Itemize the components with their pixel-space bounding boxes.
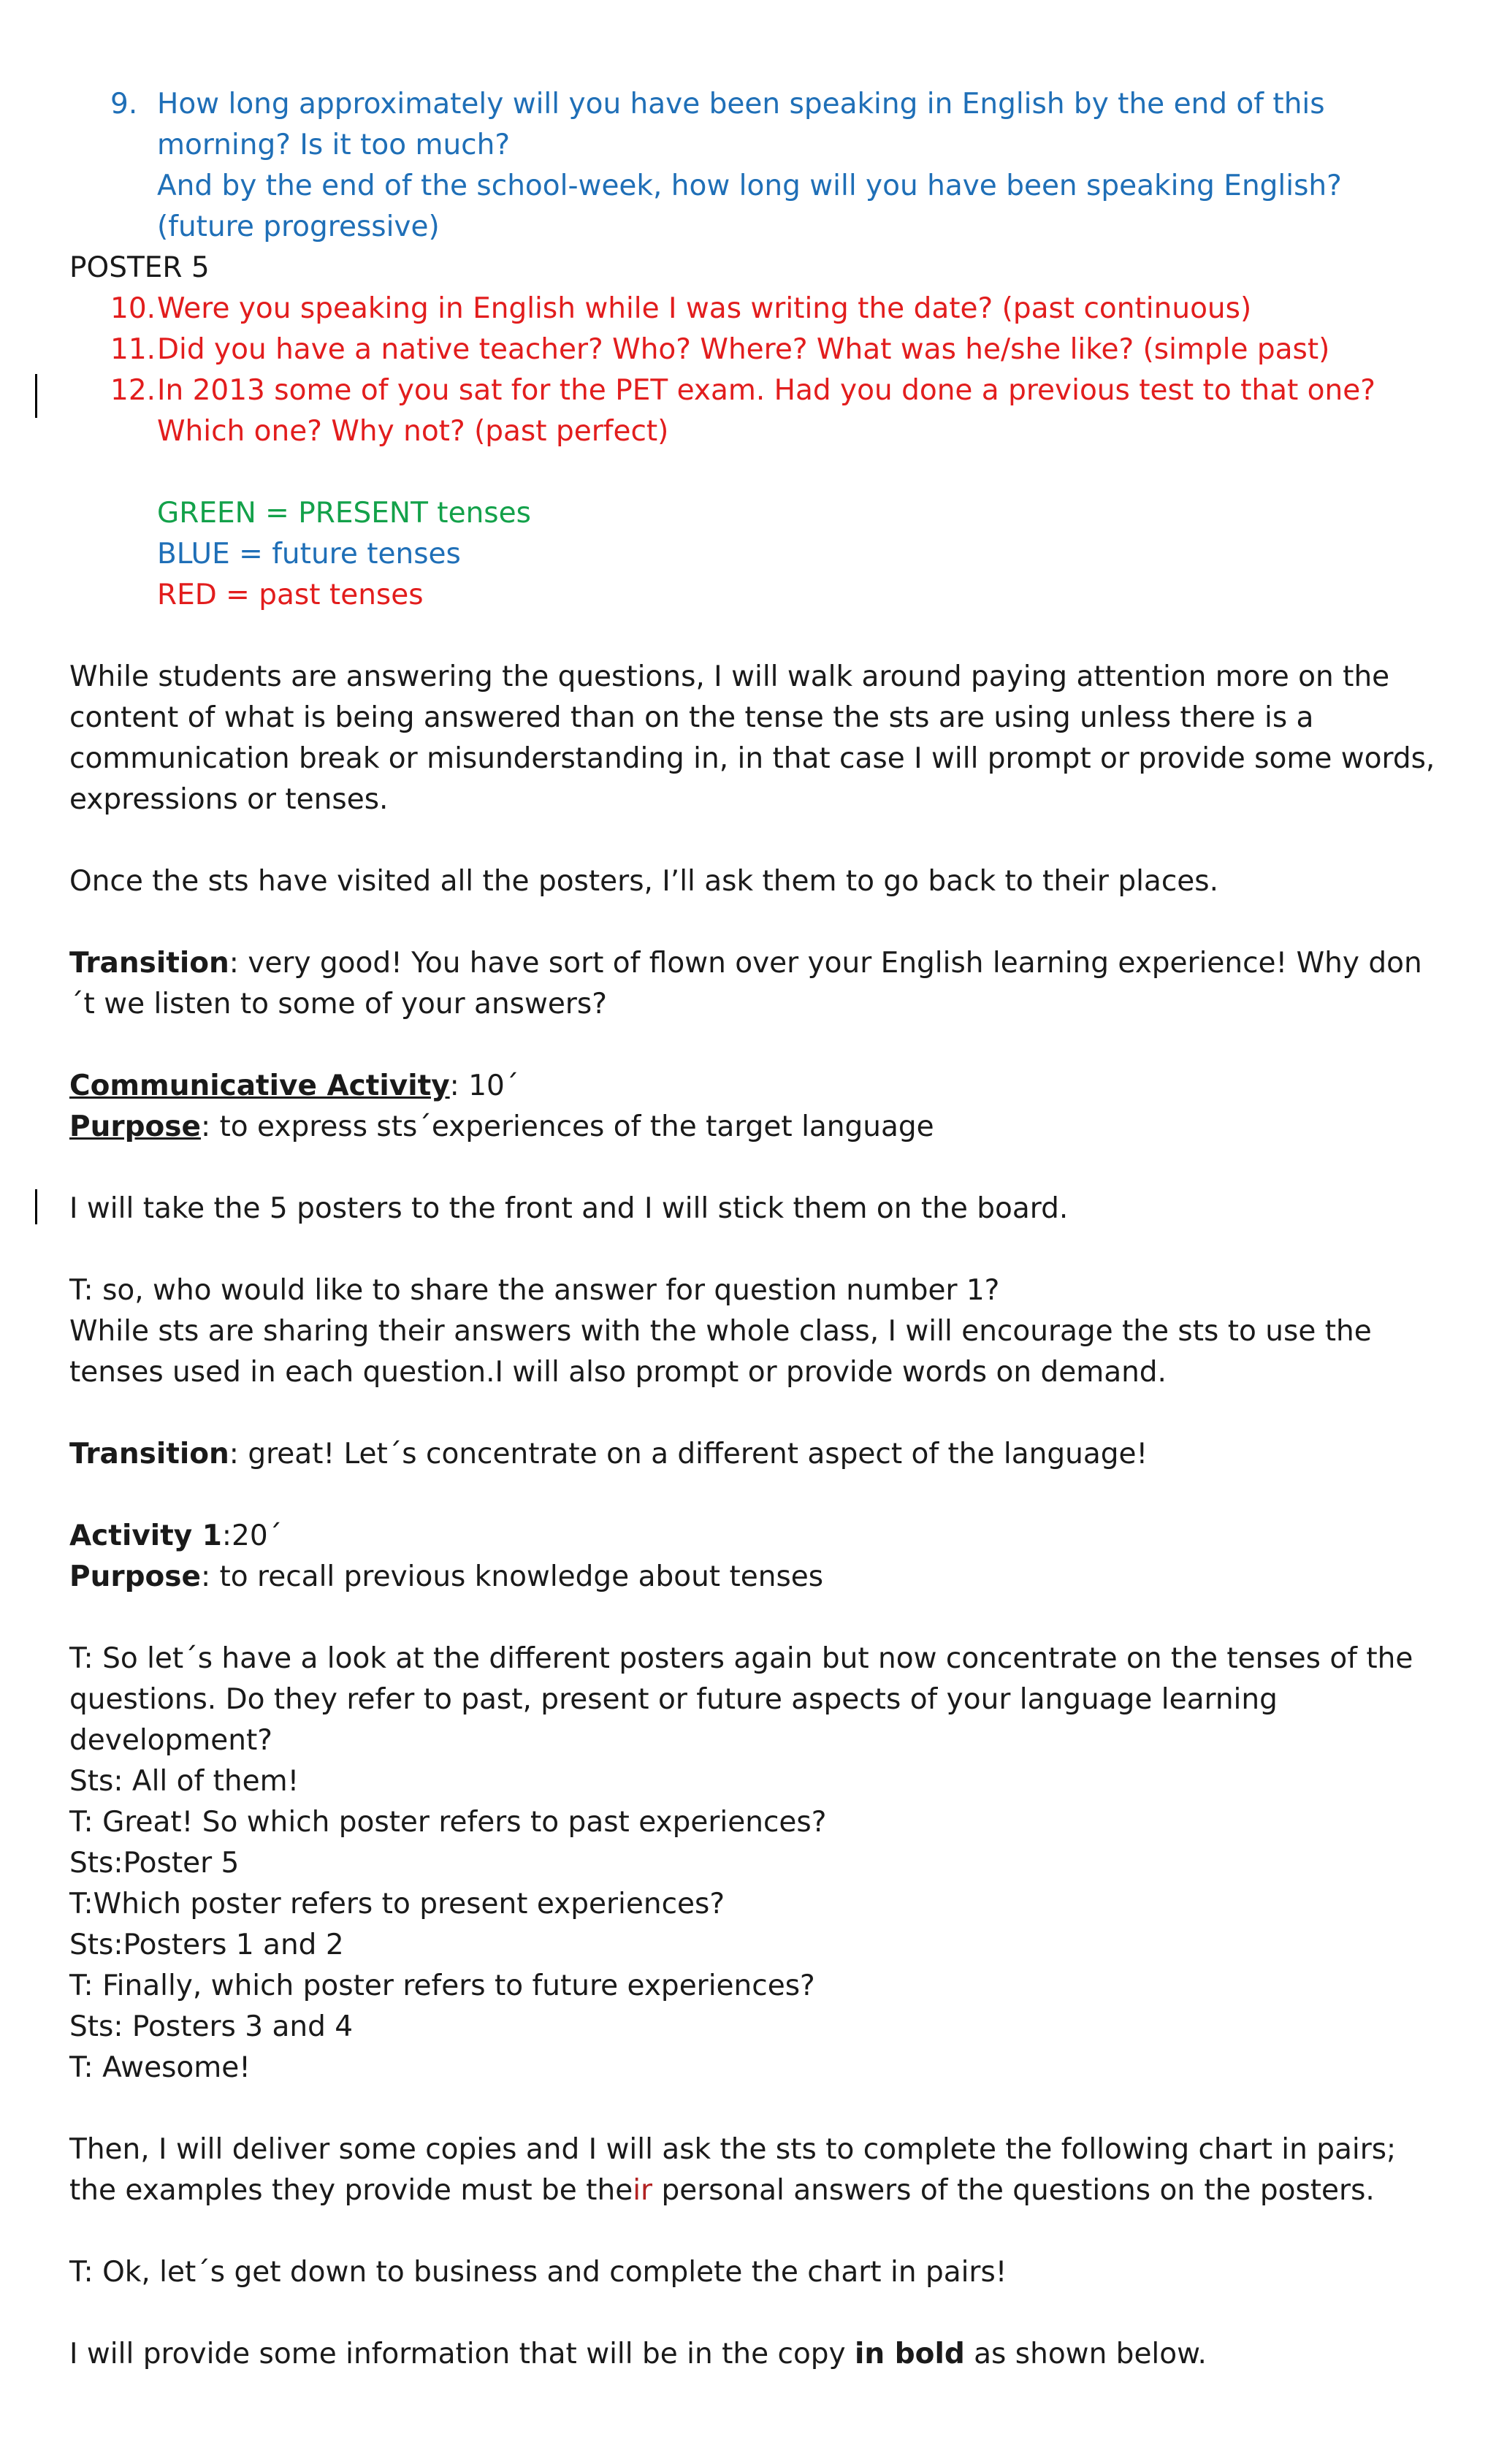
activity-label: Activity 1 bbox=[69, 1519, 222, 1552]
document-page bbox=[69, 84, 1435, 2375]
question-9 bbox=[69, 84, 1435, 248]
purpose-label: Purpose bbox=[69, 1560, 201, 1593]
dialog-line: Sts: Posters 3 and 4 bbox=[69, 2010, 354, 2043]
question-text: How long approximately will you have been speaking in English by the end of this morning? Is it too much? bbox=[157, 88, 1325, 161]
question-number: 9. bbox=[110, 88, 138, 121]
transition-1 bbox=[69, 943, 1435, 1025]
purpose-text: : to recall previous knowledge about tenses bbox=[200, 1560, 824, 1593]
question-11 bbox=[69, 329, 1435, 370]
dialog bbox=[69, 1639, 1435, 2089]
transition-text: : great! Let´s concentrate on a different aspect of the language! bbox=[229, 1438, 1148, 1471]
question-text: Did you have a native teacher? Who? Where? What was he/she like? (simple past) bbox=[157, 333, 1330, 366]
question-12 bbox=[69, 370, 1435, 452]
question-number: 11. bbox=[110, 333, 156, 366]
paragraph-back-to-places: Once the sts have visited all the posters, I’ll ask them to go back to their places. bbox=[69, 865, 1218, 898]
communicative-activity-label: Communicative Activity bbox=[69, 1069, 450, 1102]
question-followup: And by the end of the school-week, how long will you have been speaking English?(future progressive) bbox=[157, 169, 1342, 243]
change-bar-1 bbox=[35, 374, 37, 418]
sharing-description: While sts are sharing their answers with the whole class, I will encourage the sts to use the tenses used in each question.I will also prompt or provide words on demand. bbox=[69, 1315, 1372, 1389]
legend-blue: BLUE = future tenses bbox=[157, 538, 461, 571]
paragraph-business: T: Ok, let´s get down to business and complete the chart in pairs! bbox=[69, 2256, 1007, 2289]
question-text: In 2013 some of you sat for the PET exam. Had you done a previous test to that one? Which one? Why not? (past perfect) bbox=[157, 374, 1375, 448]
dialog-line: T: Great! So which poster refers to past experiences? bbox=[69, 1806, 827, 1839]
color-legend bbox=[69, 493, 1435, 616]
question-text: Were you speaking in English while I was writing the date? (past continuous) bbox=[157, 292, 1252, 325]
dialog-line: Sts:Poster 5 bbox=[69, 1847, 240, 1880]
paragraph-sharing bbox=[69, 1270, 1435, 1393]
activity-time: :20´ bbox=[221, 1519, 283, 1552]
question-10 bbox=[69, 289, 1435, 329]
paragraph-copies: Then, I will deliver some copies and I will ask the sts to complete the following chart in pairs; the examples they provide must be their personal answers of the questions on the posters. bbox=[69, 2133, 1397, 2207]
change-bar-2 bbox=[35, 1189, 37, 1224]
dialog-line: Sts: All of them! bbox=[69, 1765, 299, 1798]
dialog-line: Sts:Posters 1 and 2 bbox=[69, 1929, 344, 1961]
communicative-activity-time: : 10´ bbox=[449, 1069, 519, 1102]
purpose-label: Purpose bbox=[69, 1110, 201, 1143]
paragraph-posters-board: I will take the 5 posters to the front and I will stick them on the board. bbox=[69, 1192, 1069, 1225]
communicative-activity bbox=[69, 1066, 1435, 1148]
question-number: 12. bbox=[110, 374, 156, 407]
paragraph-walk-around: While students are answering the questions, I will walk around paying attention more on the content of what is being answered than on the tense the sts are using unless there is a communication break or misunderstanding in, in that case I will prompt or provide some words, expressions or tenses. bbox=[69, 660, 1435, 816]
dialog-line: T:Which poster refers to present experiences? bbox=[69, 1888, 725, 1921]
purpose-text: : to express sts´experiences of the target language bbox=[200, 1110, 934, 1143]
dialog-line: T: Awesome! bbox=[69, 2051, 251, 2084]
dialog-line: T: Finally, which poster refers to future experiences? bbox=[69, 1969, 815, 2002]
poster-5-heading: POSTER 5 bbox=[69, 251, 210, 284]
transition-text: : very good! You have sort of flown over your English learning experience! Why don´t we listen to some of your answers? bbox=[69, 947, 1422, 1021]
dialog-line: T: So let´s have a look at the different posters again but now concentrate on the tenses of the questions. Do they refer to past, present or future aspects of your language learning development? bbox=[69, 1642, 1413, 1757]
legend-red: RED = past tenses bbox=[157, 579, 424, 611]
question-number: 10. bbox=[110, 292, 156, 325]
legend-green: GREEN = PRESENT tenses bbox=[157, 497, 531, 530]
activity-1 bbox=[69, 1516, 1435, 1598]
transition-label: Transition bbox=[69, 947, 229, 980]
transition-label: Transition bbox=[69, 1438, 229, 1471]
paragraph-bold-info: I will provide some information that will be in the copy in bold as shown below. bbox=[69, 2338, 1207, 2370]
teacher-question: T: so, who would like to share the answer for question number 1? bbox=[69, 1274, 1000, 1307]
transition-2 bbox=[69, 1434, 1435, 1475]
